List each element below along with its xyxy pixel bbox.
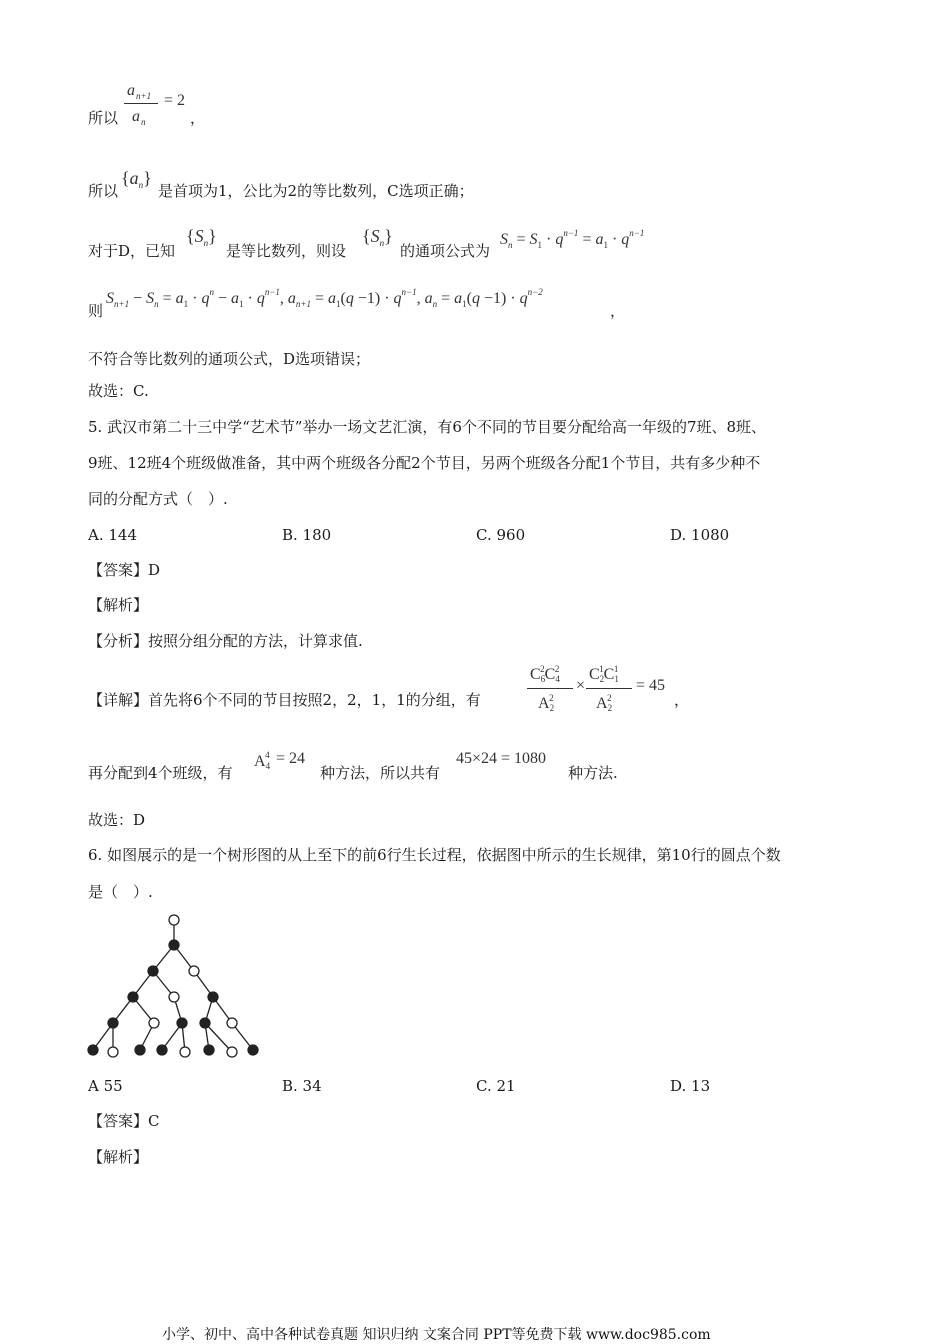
node-open <box>169 992 179 1002</box>
times-sign: × <box>576 677 586 694</box>
q6-answer-line <box>88 1110 160 1132</box>
comb-den-1: $A_2^2$ <box>538 693 555 713</box>
q5-answer-line <box>88 559 160 581</box>
equals-two: = 2 <box>164 92 186 109</box>
q5-text-1: 5. 武汉市第二十三中学“艺术节”举办一场文艺汇演，有6个不同的节目要分配给高一年级的7班、8班、 <box>88 418 767 436</box>
set-S-sub-2: n <box>379 238 385 248</box>
q5-fenxi-tag: 【分析】 <box>88 632 149 650</box>
brace-an: $\{a_n\}$ <box>121 168 152 190</box>
numerator-sub: n+1 <box>136 91 152 101</box>
q6-option-a: A 55 <box>88 1077 123 1095</box>
node-open <box>180 1047 190 1057</box>
brace-Sn-2: $\{S_n\}$ <box>362 226 393 248</box>
q5-option-c: C. 960 <box>476 526 526 544</box>
comb-num-1: $C_6^2C_4^2$ <box>530 664 560 684</box>
q6-option-b: B. 34 <box>282 1077 322 1095</box>
node-filled <box>208 992 218 1002</box>
formula-product: 45×24 = 1080 <box>456 750 547 767</box>
q5-analysis-tag: 【解析】 <box>88 596 149 614</box>
q5-text-3: 同的分配方式（ ）. <box>88 490 228 508</box>
numerator-a: a <box>127 82 135 99</box>
q5-detail-1: 首先将6个不同的节目按照2，2，1，1的分组，有 <box>148 691 481 709</box>
q5-text-2: 9班、12班4个班级做准备，其中两个班级各分配2个节目，另两个班级各分配1个节目，共有多少种不 <box>88 454 761 472</box>
node-open <box>227 1018 237 1028</box>
q5-answer-tag: 【答案】 <box>88 561 149 579</box>
text-line-5: 不符合等比数列的通项公式，D选项错误； <box>88 350 371 368</box>
text-line-3-c: 的通项公式为 <box>400 242 491 260</box>
node-filled <box>177 1018 187 1028</box>
node-filled <box>169 940 179 950</box>
set-a-symbol: a <box>129 168 139 188</box>
q6-answer-tag: 【答案】 <box>88 1112 149 1130</box>
fraction-bar <box>124 103 158 104</box>
node-filled <box>248 1045 258 1055</box>
node-open <box>227 1047 237 1057</box>
q5-option-d: D. 1080 <box>670 526 730 544</box>
node-filled <box>128 992 138 1002</box>
denominator-sub: n <box>141 117 146 127</box>
q5-answer: D <box>148 561 161 579</box>
q5-fenxi: 按照分组分配的方法，计算求值. <box>148 632 363 650</box>
node-filled <box>148 966 158 976</box>
denominator-a: a <box>132 108 140 125</box>
comb-den-2: $A_2^2$ <box>596 693 613 713</box>
set-S-symbol-2: S <box>370 226 380 246</box>
text-line-4-suffix: ， <box>610 302 626 320</box>
q5-conclusion: 故选：D <box>88 811 146 829</box>
q6-text-1: 6. 如图展示的是一个树形图的从上至下的前6行生长过程，依据图中所示的生长规律，第10行的圆点个数 <box>88 846 781 864</box>
q6-answer: C <box>148 1112 160 1130</box>
text-line-3-a: 对于D，已知 <box>88 242 176 260</box>
q5-detail-2-a: 再分配到4个班级，有 <box>88 764 233 782</box>
text-line-3-b: 是等比数列，则设 <box>226 242 347 260</box>
comb-bar-2 <box>586 688 632 689</box>
node-filled <box>204 1045 214 1055</box>
tree-diagram <box>80 908 270 1062</box>
q5-detail-1-end: ， <box>674 691 690 709</box>
brace-Sn-1: $\{S_n\}$ <box>186 226 217 248</box>
text-line-2-prefix: 所以 <box>88 182 119 200</box>
node-filled <box>135 1045 145 1055</box>
q6-analysis-tag: 【解析】 <box>88 1148 149 1166</box>
set-S-symbol-1: S <box>194 226 204 246</box>
formula-A44: $A_4^4$ <box>254 750 271 771</box>
node-open <box>108 1047 118 1057</box>
q5-detail-2-c: 种方法. <box>568 764 618 782</box>
formula-Sn: $S_n = S_1 \cdot q^{n-1} = a_1 \cdot q^{n-1}$ <box>500 228 645 250</box>
node-filled <box>157 1045 167 1055</box>
q6-text-2: 是（ ）. <box>88 883 153 901</box>
formula-line-4: $S_{n+1} - S_n = a_1 \cdot q^n - a_1 \cdot q^{n-1}$, $a_{n+1} = a_1(q -1) \cdot q^{n-1}$, $a_n = a_1(q -1) \cdot q^{n-2}$ <box>106 287 543 309</box>
q5-option-a: A. 144 <box>88 526 137 544</box>
node-open <box>169 915 179 925</box>
node-filled <box>108 1018 118 1028</box>
set-a-sub: n <box>138 180 144 190</box>
text-line-2-suffix: 是首项为1，公比为2的等比数列，C选项正确； <box>158 182 474 200</box>
set-S-sub-1: n <box>203 238 209 248</box>
text-line-1-suffix: ， <box>190 109 206 127</box>
q5-option-b: B. 180 <box>282 526 332 544</box>
node-open <box>189 966 199 976</box>
text-line-4-prefix: 则 <box>88 302 104 320</box>
q5-fenxi-line <box>88 630 363 652</box>
node-filled <box>88 1045 98 1055</box>
comb-bar-1 <box>527 688 573 689</box>
node-open <box>149 1018 159 1028</box>
text-line-6: 故选：C. <box>88 382 149 400</box>
q5-detail-2-b: 种方法，所以共有 <box>320 764 441 782</box>
page-footer: 小学、初中、高中各种试卷真题 知识归纳 文案合同 PPT等免费下载 www.doc985.com <box>162 1327 711 1343</box>
equals-24: = 24 <box>276 750 306 767</box>
text-line-1-prefix: 所以 <box>88 109 119 127</box>
comb-num-2: $C_2^1C_1^1$ <box>589 664 619 684</box>
equals-45: = 45 <box>636 677 666 694</box>
A44-letter: A <box>254 753 266 770</box>
q6-option-c: C. 21 <box>476 1077 516 1095</box>
q5-detail-tag: 【详解】 <box>88 691 149 709</box>
node-filled <box>200 1018 210 1028</box>
q5-detail-line-1 <box>88 689 481 711</box>
q6-option-d: D. 13 <box>670 1077 711 1095</box>
